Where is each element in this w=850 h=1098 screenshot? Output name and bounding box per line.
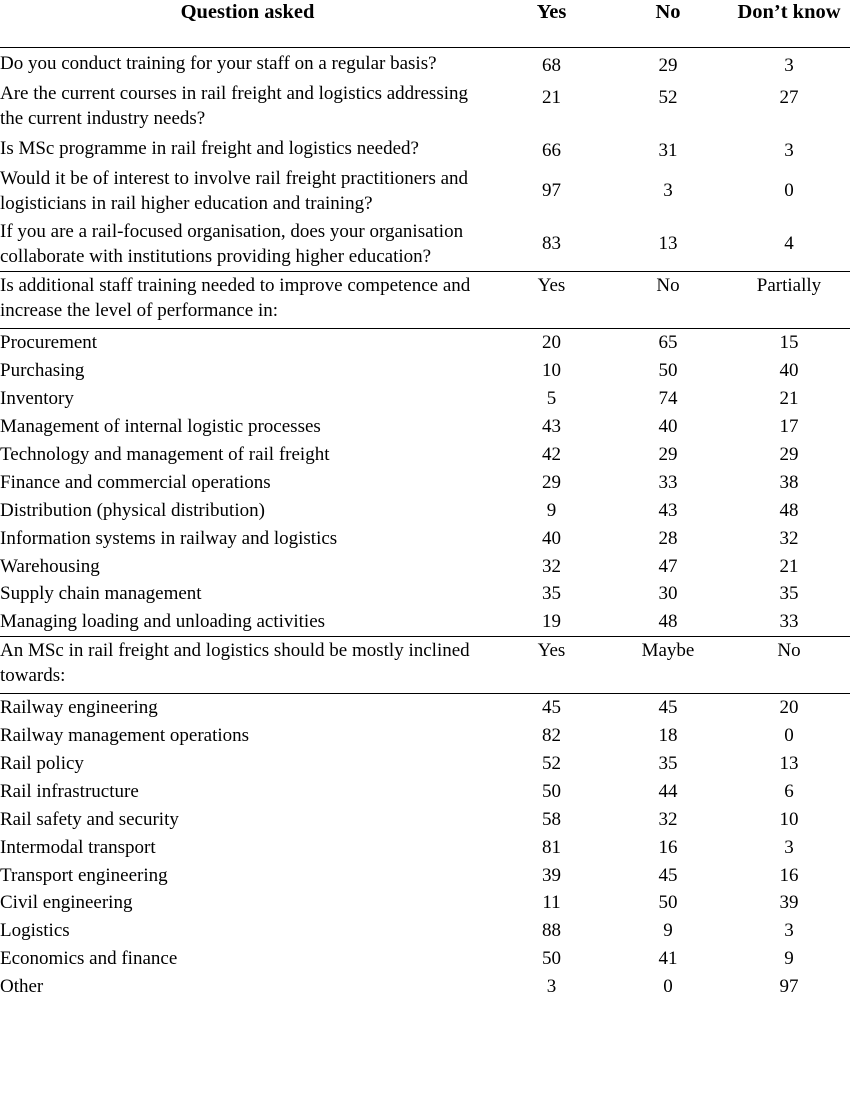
partially-cell: 33 <box>728 608 850 636</box>
question-cell: If you are a rail-focused organisation, does your organisation collaborate with institutions providing higher education? <box>0 218 495 272</box>
yes-cell: 58 <box>542 808 561 830</box>
section-col-no: No <box>728 636 850 693</box>
question-cell: Are the current courses in rail freight and logistics addressing the current industry needs? <box>0 83 468 129</box>
dont-know-cell: 0 <box>784 180 794 201</box>
yes-cell: 35 <box>542 583 561 605</box>
yes-cell: 20 <box>542 332 561 354</box>
topic-cell: Railway management operations <box>0 725 250 747</box>
no-cell: 47 <box>658 555 678 577</box>
maybe-cell: 18 <box>658 725 678 747</box>
partially-cell: 21 <box>779 555 799 577</box>
table-row <box>0 973 850 1001</box>
no-cell: 28 <box>658 527 678 549</box>
maybe-cell: 9 <box>663 920 673 942</box>
yes-cell: 43 <box>542 416 561 438</box>
header-question: Question asked <box>0 0 495 48</box>
partially-cell: 17 <box>779 416 799 438</box>
partially-cell: 15 <box>779 332 799 354</box>
topic-cell: Purchasing <box>0 360 85 382</box>
yes-cell: 81 <box>542 836 561 858</box>
topic-cell: Rail policy <box>0 753 84 775</box>
no-cell: 52 <box>658 87 678 108</box>
no-cell: 40 <box>658 416 678 438</box>
no-cell: 48 <box>608 608 728 636</box>
dont-know-cell: 4 <box>728 218 850 272</box>
partially-cell: 21 <box>779 388 799 410</box>
no-cell: 3 <box>663 180 673 201</box>
table-row <box>0 777 850 805</box>
yes-cell: 19 <box>495 608 608 636</box>
topic-cell: Transport engineering <box>0 864 168 886</box>
question-cell: Is MSc programme in rail freight and logistics needed? <box>0 138 419 159</box>
table-row <box>0 889 850 917</box>
no-cell: 50 <box>658 360 678 382</box>
yes-cell: 82 <box>542 725 561 747</box>
yes-cell: 9 <box>546 499 557 521</box>
table-row <box>0 608 850 636</box>
no-cell: 6 <box>784 780 794 802</box>
yes-cell: 68 <box>542 55 561 76</box>
header-no: No <box>608 0 728 48</box>
table-row <box>0 552 850 580</box>
topic-cell: Railway engineering <box>0 697 158 719</box>
no-cell: 29 <box>658 444 678 465</box>
header-dont-know: Don’t know <box>728 0 850 48</box>
topic-cell: Warehousing <box>0 555 100 577</box>
yes-cell: 97 <box>542 180 561 201</box>
dont-know-cell: 3 <box>784 55 794 76</box>
table-row <box>0 218 850 272</box>
topic-cell: Distribution (physical distribution) <box>0 499 265 521</box>
section-header-row <box>0 272 850 329</box>
question-cell: Would it be of interest to involve rail freight practitioners and logisticians in rail higher education and training? <box>0 168 469 214</box>
yes-cell: 3 <box>546 976 557 998</box>
partially-cell: 48 <box>779 499 799 521</box>
topic-cell: Rail infrastructure <box>0 780 139 802</box>
table-row <box>0 524 850 552</box>
table-row <box>0 945 850 973</box>
maybe-cell: 41 <box>658 948 678 970</box>
topic-cell: Information systems in railway and logistics <box>0 527 338 549</box>
table-row <box>0 441 850 469</box>
yes-cell: 32 <box>542 555 561 577</box>
topic-cell: Management of internal logistic processes <box>0 416 321 438</box>
table-row <box>0 722 850 750</box>
header-yes: Yes <box>495 0 608 48</box>
no-cell: 3 <box>784 836 794 858</box>
table-row <box>0 917 850 945</box>
section-col-maybe: Maybe <box>608 636 728 693</box>
table-row <box>0 580 850 608</box>
section-col-partially: Partially <box>728 272 850 329</box>
maybe-cell: 0 <box>663 976 673 998</box>
yes-cell: 11 <box>542 892 561 914</box>
no-cell: 74 <box>658 388 678 410</box>
maybe-cell: 45 <box>658 697 678 719</box>
no-cell: 13 <box>779 753 799 775</box>
table-row <box>0 750 850 778</box>
partially-cell: 38 <box>779 471 799 493</box>
table-row <box>0 413 850 441</box>
yes-cell: 29 <box>542 471 561 493</box>
table-row <box>0 165 850 218</box>
topic-cell: Inventory <box>0 388 74 410</box>
yes-cell: 66 <box>542 140 561 161</box>
section-question: Is additional staff training needed to improve competence and increase the level of performance in: <box>0 272 495 329</box>
table-row <box>0 693 850 721</box>
maybe-cell: 32 <box>658 808 678 830</box>
table-row <box>0 833 850 861</box>
yes-cell: 10 <box>542 360 561 382</box>
no-cell: 43 <box>658 499 678 521</box>
header-row <box>0 0 850 48</box>
table-row <box>0 48 850 81</box>
yes-cell: 5 <box>546 388 557 410</box>
section-question: An MSc in rail freight and logistics should be mostly inclined towards: <box>0 636 495 693</box>
yes-cell: 42 <box>542 444 561 465</box>
no-cell: 10 <box>779 808 799 830</box>
topic-cell: Other <box>0 976 44 998</box>
no-cell: 65 <box>658 332 678 354</box>
question-cell: Do you conduct training for your staff on a regular basis? <box>0 53 437 74</box>
section-col-yes: Yes <box>495 272 608 329</box>
maybe-cell: 44 <box>658 780 678 802</box>
topic-cell: Technology and management of rail freight <box>0 444 330 465</box>
table-row <box>0 80 850 133</box>
dont-know-cell: 3 <box>784 140 794 161</box>
no-cell: 0 <box>784 725 794 747</box>
no-cell: 39 <box>779 892 799 914</box>
yes-cell: 50 <box>542 780 561 802</box>
section-col-no: No <box>608 272 728 329</box>
table-row <box>0 133 850 165</box>
no-cell: 33 <box>658 471 678 493</box>
no-cell: 16 <box>779 864 799 886</box>
table-row <box>0 385 850 413</box>
topic-cell: Managing loading and unloading activities <box>0 608 495 636</box>
yes-cell: 83 <box>495 218 608 272</box>
maybe-cell: 50 <box>658 892 678 914</box>
no-cell: 13 <box>608 218 728 272</box>
partially-cell: 40 <box>779 360 799 382</box>
table-row <box>0 468 850 496</box>
maybe-cell: 45 <box>658 864 678 886</box>
partially-cell: 32 <box>779 527 799 549</box>
section-col-yes: Yes <box>495 636 608 693</box>
table-row <box>0 805 850 833</box>
topic-cell: Logistics <box>0 920 70 942</box>
yes-cell: 88 <box>542 920 561 942</box>
no-cell: 31 <box>658 140 678 161</box>
topic-cell: Intermodal transport <box>0 836 156 858</box>
maybe-cell: 16 <box>658 836 678 858</box>
topic-cell: Rail safety and security <box>0 808 179 830</box>
table-row <box>0 496 850 524</box>
topic-cell: Economics and finance <box>0 948 178 970</box>
topic-cell: Civil engineering <box>0 892 133 914</box>
partially-cell: 29 <box>779 444 799 465</box>
maybe-cell: 35 <box>658 753 678 775</box>
section-header-row <box>0 636 850 693</box>
dont-know-cell: 27 <box>779 87 799 108</box>
yes-cell: 21 <box>542 87 561 108</box>
partially-cell: 35 <box>779 583 799 605</box>
yes-cell: 39 <box>542 864 561 886</box>
yes-cell: 50 <box>542 948 561 970</box>
table-row <box>0 329 850 357</box>
topic-cell: Finance and commercial operations <box>0 471 271 493</box>
no-cell: 97 <box>779 976 799 998</box>
yes-cell: 52 <box>542 753 561 775</box>
no-cell: 29 <box>658 55 678 76</box>
no-cell: 30 <box>658 583 678 605</box>
topic-cell: Supply chain management <box>0 583 202 605</box>
yes-cell: 45 <box>542 697 561 719</box>
no-cell: 20 <box>779 697 799 719</box>
no-cell: 9 <box>784 948 794 970</box>
no-cell: 3 <box>784 920 794 942</box>
topic-cell: Procurement <box>0 332 98 354</box>
table-row <box>0 861 850 889</box>
yes-cell: 40 <box>542 527 561 549</box>
table-row <box>0 357 850 385</box>
